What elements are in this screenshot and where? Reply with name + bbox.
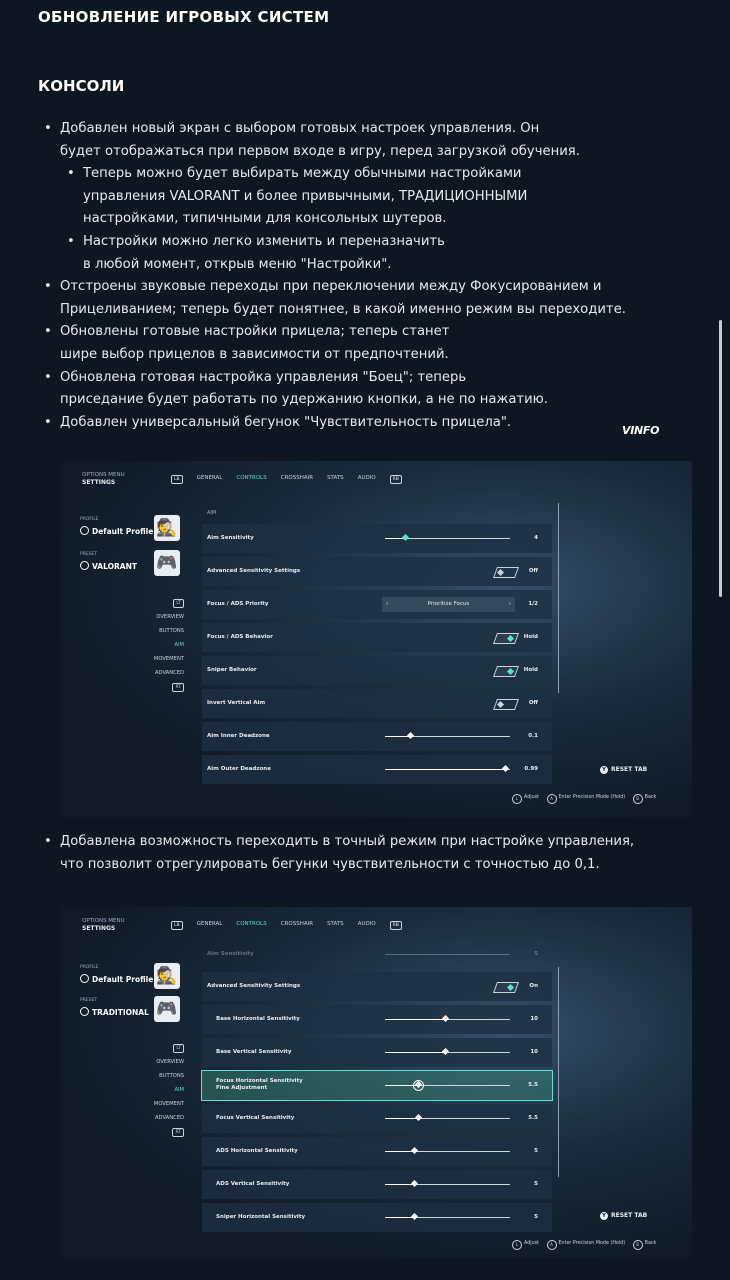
selector-value: Prioritize Focus — [427, 601, 470, 607]
table-row[interactable] — [202, 1137, 552, 1166]
profile-label: PROFILE — [80, 517, 99, 522]
watermark-logo: VINFO — [622, 424, 660, 437]
tab-controls[interactable]: CONTROLS — [236, 475, 267, 481]
setting-label: Focus Horizontal Sensitivity — [216, 1078, 303, 1084]
table-row[interactable] — [202, 590, 552, 619]
rb-key: RB — [390, 921, 402, 930]
slider[interactable] — [385, 1151, 510, 1152]
scrollbar[interactable] — [558, 967, 559, 1177]
setting-value: Hold — [523, 667, 538, 673]
menu-header-main: SETTINGS — [82, 479, 116, 486]
slider[interactable] — [385, 769, 510, 770]
settings-tabs — [171, 475, 416, 484]
setting-value: 5 — [534, 1214, 538, 1220]
profile-value: Default Profile — [80, 526, 153, 536]
list-item-line: управления VALORANT и более привычными, ТРАДИЦИОННЫМИ — [83, 188, 528, 204]
toggle-dot — [507, 668, 514, 675]
slider-knob[interactable] — [411, 1180, 418, 1187]
slider-knob[interactable] — [442, 1015, 449, 1022]
slider[interactable] — [385, 1085, 510, 1086]
toggle[interactable] — [493, 982, 519, 993]
table-row[interactable] — [202, 623, 552, 652]
toggle[interactable] — [493, 699, 519, 710]
setting-label: Base Horizontal Sensitivity — [216, 1016, 300, 1022]
profile-card[interactable] — [74, 961, 182, 993]
table-row[interactable] — [202, 689, 552, 718]
slider[interactable] — [385, 1118, 510, 1119]
setting-value: 5.5 — [528, 1082, 538, 1088]
agent-icon: 🕵 — [154, 963, 180, 989]
setting-value: 10 — [530, 1016, 538, 1022]
slider-fill — [385, 769, 505, 770]
toggle[interactable] — [493, 666, 519, 677]
table-row[interactable] — [202, 557, 552, 586]
tab-crosshair[interactable]: CROSSHAIR — [280, 921, 314, 927]
toggle-dot — [497, 701, 504, 708]
subnav-movement[interactable]: MOVEMENT — [153, 1101, 184, 1107]
tab-audio[interactable]: AUDIO — [357, 475, 376, 481]
tab-controls[interactable]: CONTROLS — [236, 921, 267, 927]
preset-value: VALORANT — [80, 561, 137, 571]
table-row[interactable] — [202, 1203, 552, 1232]
b-button-icon: B — [633, 794, 643, 804]
slider[interactable] — [385, 736, 510, 737]
table-row[interactable] — [202, 972, 552, 1001]
slider-fill — [385, 1118, 418, 1119]
subnav-movement[interactable]: MOVEMENT — [153, 656, 184, 662]
list-item-line: шире выбор прицелов в зависимости от предпочтений. — [60, 346, 449, 362]
b-button-icon: B — [633, 1240, 643, 1250]
list-item — [0, 831, 730, 876]
subnav-aim[interactable]: AIM — [174, 1087, 184, 1093]
slider[interactable] — [385, 1217, 510, 1218]
setting-label: Sniper Behavior — [207, 667, 257, 673]
rb-key: RB — [390, 475, 402, 484]
preset-value: TRADITIONAL — [80, 1007, 149, 1017]
subnav-overview[interactable]: OVERVIEW — [156, 1059, 184, 1065]
slider-fill — [385, 1184, 414, 1185]
toggle-dot — [497, 569, 504, 576]
slider[interactable] — [385, 1019, 510, 1020]
reset-tab-button[interactable]: Y RESET TAB — [600, 766, 647, 774]
section-title: КОНСОЛИ — [38, 77, 125, 95]
subnav — [152, 596, 184, 694]
table-row[interactable] — [202, 656, 552, 685]
subnav-buttons[interactable]: BUTTONS — [159, 628, 184, 634]
toggle-dot — [507, 635, 514, 642]
stick-icon: L — [512, 794, 522, 804]
y-button-icon: Y — [600, 766, 608, 774]
setting-value: Off — [528, 568, 538, 574]
setting-value: 5.5 — [528, 1115, 538, 1121]
setting-value: 5 — [534, 1148, 538, 1154]
setting-label: Aim Outer Deadzone — [207, 766, 271, 772]
table-row[interactable] — [202, 1038, 552, 1067]
faded-slider — [385, 954, 510, 955]
settings-tabs — [171, 921, 416, 930]
list-item-line: • Отстроены звуковые переходы при переключении между Фокусированием и — [60, 279, 602, 295]
table-row[interactable] — [202, 1071, 552, 1100]
list-item — [0, 118, 730, 163]
toggle-dot — [507, 984, 514, 991]
list-item-line: • Добавлен новый экран с выбором готовых настроек управления. Он — [60, 121, 540, 136]
gamepad-icon: 🎮 — [154, 996, 180, 1022]
subnav-buttons[interactable]: BUTTONS — [159, 1073, 184, 1079]
setting-label: Focus Vertical Sensitivity — [216, 1115, 295, 1121]
faded-row-label: Aim Sensitivity — [207, 951, 254, 957]
subnav-overview[interactable]: OVERVIEW — [156, 614, 184, 620]
preset-label: PRESET — [80, 552, 98, 557]
tab-general[interactable]: GENERAL — [196, 921, 223, 927]
notes-list-2 — [0, 831, 730, 876]
setting-label: Advanced Sensitivity Settings — [207, 983, 301, 989]
setting-sublabel: Fine Adjustment — [216, 1085, 268, 1091]
menu-header-main: SETTINGS — [82, 925, 116, 932]
subnav-advanced[interactable]: ADVANCED — [155, 670, 184, 676]
game-settings-screenshot-2 — [60, 907, 692, 1259]
table-row[interactable] — [202, 755, 552, 784]
setting-value: 5 — [534, 1181, 538, 1187]
scrollbar[interactable] — [558, 503, 559, 693]
profile-label: PROFILE — [80, 965, 99, 970]
menu-header-top: OPTIONS MENU — [82, 472, 125, 478]
list-item-line: • Обновлена готовая настройка управления "Боец"; теперь — [60, 369, 467, 385]
circle-icon — [80, 974, 89, 983]
list-item — [0, 231, 730, 276]
tab-general[interactable]: GENERAL — [196, 475, 223, 481]
slider-fill — [385, 736, 410, 737]
profile-value: Default Profile — [80, 974, 153, 984]
option-selector[interactable] — [382, 597, 515, 612]
setting-label: Sniper Horizontal Sensitivity — [216, 1214, 306, 1220]
tab-stats[interactable]: STATS — [327, 921, 344, 927]
circle-icon — [80, 526, 89, 535]
controls-legend: L Adjust A Enter Precision Mode (Hold) B Back — [506, 1240, 656, 1250]
page-scrollbar[interactable] — [719, 320, 722, 597]
setting-label: ADS Horizontal Sensitivity — [216, 1148, 298, 1154]
slider-fill — [385, 1151, 414, 1152]
list-item-line: • Добавлен универсальный бегунок "Чувствительность прицела". — [60, 414, 512, 430]
list-item-line: • Обновлены готовые настройки прицела; теперь станет — [60, 324, 450, 340]
setting-label: Advanced Sensitivity Settings — [207, 568, 301, 574]
lb-key: LB — [171, 921, 183, 930]
faded-row — [202, 948, 552, 962]
list-item — [0, 367, 730, 412]
stick-icon: L — [512, 1240, 522, 1250]
notes-list — [0, 118, 730, 434]
setting-label: Aim Sensitivity — [207, 535, 254, 541]
table-row[interactable] — [202, 1104, 552, 1133]
list-item-line: приседание будет работать по удержанию кнопки, а не по нажатию. — [60, 392, 548, 408]
setting-value: 10 — [530, 1049, 538, 1055]
lt-key: LT — [173, 599, 184, 608]
list-item — [0, 321, 730, 366]
setting-label: Focus / ADS Behavior — [207, 634, 273, 640]
list-item — [0, 163, 730, 231]
menu-header-top: OPTIONS MENU — [82, 918, 125, 924]
lb-key: LB — [171, 475, 183, 484]
reset-tab-button[interactable]: Y RESET TAB — [600, 1212, 647, 1220]
slider-knob[interactable] — [402, 534, 409, 541]
menu-header — [82, 472, 125, 487]
table-row[interactable] — [202, 722, 552, 751]
rt-key: RT — [172, 683, 184, 692]
toggle[interactable] — [493, 633, 519, 644]
setting-label: Focus / ADS Priority — [207, 601, 269, 607]
a-button-icon: A — [547, 794, 557, 804]
faded-row-value: 5 — [534, 951, 538, 957]
subnav-advanced[interactable]: ADVANCED — [155, 1115, 184, 1121]
lt-key: LT — [173, 1044, 184, 1053]
table-row[interactable] — [202, 1170, 552, 1199]
tab-audio[interactable]: AUDIO — [357, 921, 376, 927]
game-settings-screenshot-1 — [60, 461, 692, 818]
circle-icon — [80, 1007, 89, 1016]
toggle[interactable] — [493, 567, 519, 578]
profile-card[interactable] — [74, 513, 182, 545]
list-item-line: будет отображаться при первом входе в игру, перед загрузкой обучения. — [60, 143, 580, 159]
chevron-right-icon[interactable]: › — [508, 601, 511, 607]
slider-knob[interactable] — [414, 1114, 421, 1121]
preset-label: PRESET — [80, 998, 98, 1003]
preset-card[interactable] — [74, 548, 182, 580]
slider[interactable] — [385, 1184, 510, 1185]
list-item — [0, 276, 730, 321]
rt-key: RT — [172, 1128, 184, 1137]
controls-legend: L Adjust A Enter Precision Mode (Hold) B Back — [506, 794, 656, 804]
y-button-icon: Y — [600, 1212, 608, 1220]
setting-value: 0.1 — [528, 733, 538, 739]
slider-knob[interactable] — [502, 765, 509, 772]
setting-value: 1/2 — [528, 601, 538, 607]
table-row[interactable] — [202, 1005, 552, 1034]
slider-knob[interactable] — [411, 1147, 418, 1154]
list-item-line: Прицеливанием; теперь будет понятнее, в какой именно режим вы переходите. — [60, 301, 626, 317]
subnav-aim[interactable]: AIM — [174, 642, 184, 648]
setting-value: Off — [528, 700, 538, 706]
page-title: ОБНОВЛЕНИЕ ИГРОВЫХ СИСТЕМ — [38, 8, 330, 26]
setting-value: 4 — [534, 535, 538, 541]
setting-value: On — [529, 983, 538, 989]
subnav — [152, 1041, 184, 1139]
table-row[interactable] — [202, 524, 552, 553]
tab-crosshair[interactable]: CROSSHAIR — [280, 475, 314, 481]
gamepad-icon: 🎮 — [154, 550, 180, 576]
list-item-line: • Настройки можно легко изменить и переназначить — [83, 233, 445, 249]
list-item-line: что позволит отрегулировать бегунки чувствительности с точностью до 0,1. — [60, 856, 600, 872]
preset-card[interactable] — [74, 994, 182, 1026]
list-item-line: настройками, типичными для консольных шутеров. — [83, 211, 447, 227]
list-item-line: • Теперь можно будет выбирать между обычными настройками — [83, 166, 522, 182]
group-label: AIM — [207, 510, 217, 516]
setting-value: Hold — [523, 634, 538, 640]
list-item-line: в любой момент, открыв меню "Настройки". — [83, 256, 392, 272]
slider-fill — [385, 1217, 414, 1218]
setting-label: Base Vertical Sensitivity — [216, 1049, 292, 1055]
setting-value: 0.99 — [524, 766, 538, 772]
chevron-left-icon[interactable]: ‹ — [386, 601, 389, 607]
circle-icon — [80, 561, 89, 570]
precision-ring-icon — [413, 1080, 424, 1091]
slider-knob[interactable] — [407, 732, 414, 739]
tab-stats[interactable]: STATS — [327, 475, 344, 481]
slider[interactable] — [385, 538, 510, 539]
list-item — [0, 412, 730, 435]
a-button-icon: A — [547, 1240, 557, 1250]
setting-label: Invert Vertical Aim — [207, 700, 266, 706]
slider-fill — [385, 1019, 445, 1020]
setting-label: ADS Vertical Sensitivity — [216, 1181, 290, 1187]
list-item-line: • Добавлена возможность переходить в точный режим при настройке управления, — [60, 834, 635, 849]
slider-knob[interactable] — [411, 1213, 418, 1220]
slider[interactable] — [385, 1052, 510, 1053]
setting-label: Aim Inner Deadzone — [207, 733, 270, 739]
agent-icon: 🕵 — [154, 515, 180, 541]
slider-fill — [385, 1052, 445, 1053]
menu-header — [82, 918, 125, 933]
slider-knob[interactable] — [442, 1048, 449, 1055]
